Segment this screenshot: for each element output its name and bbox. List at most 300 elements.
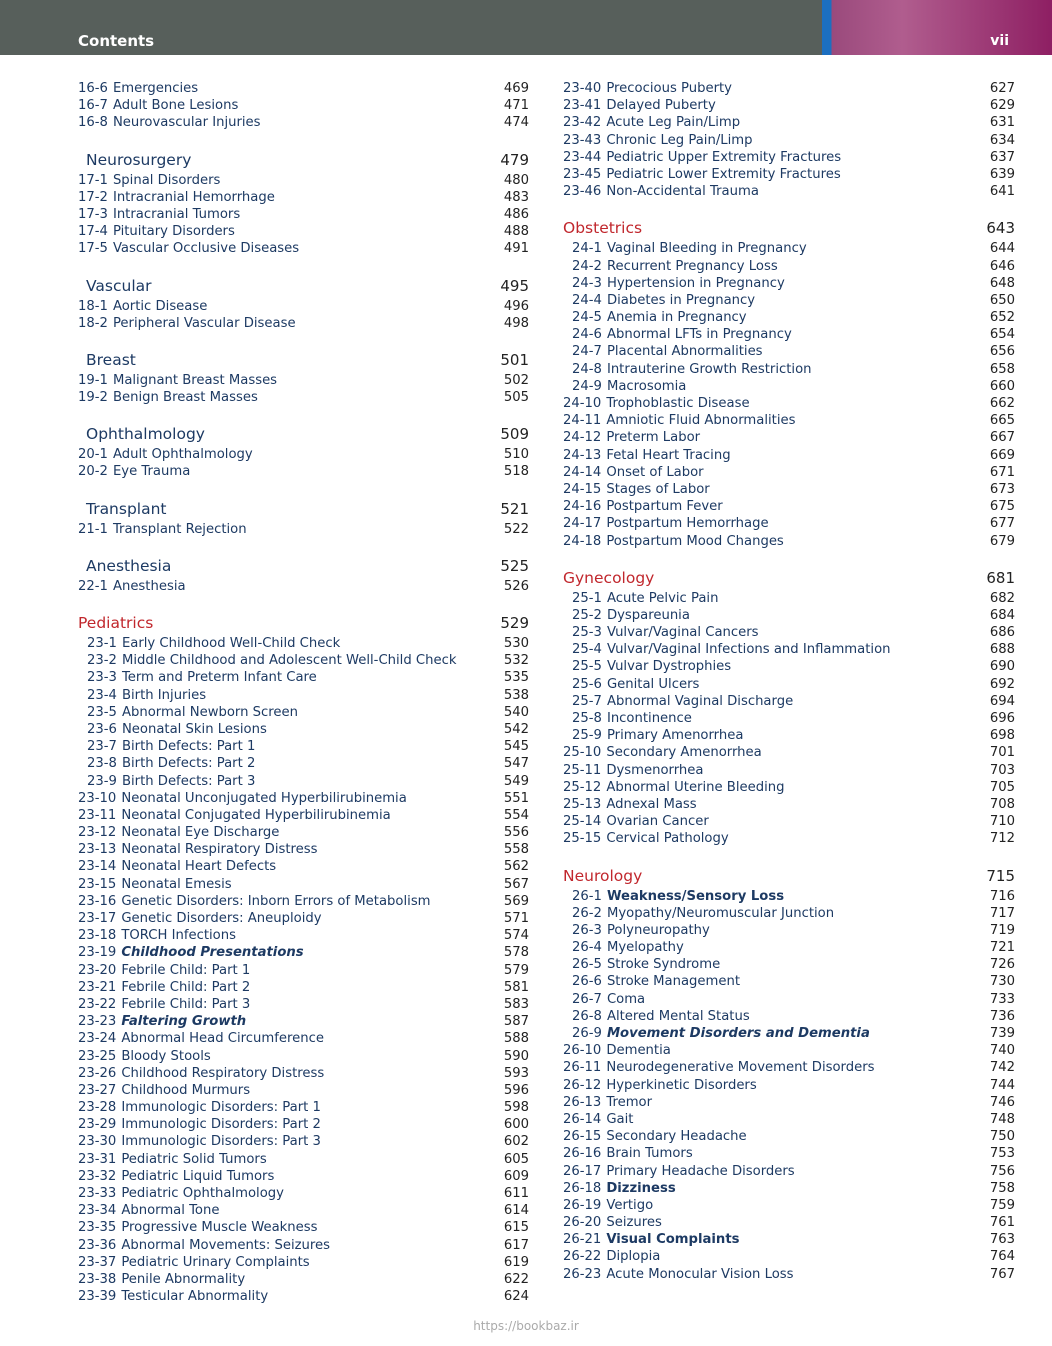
chapter-title: Myopathy/Neuromuscular Junction [606,905,835,921]
toc-entry[interactable] [563,1180,1015,1197]
chapter-number: 16-7 [78,98,108,114]
section-heading[interactable] [563,865,1015,888]
chapter-number: 16-8 [78,115,108,131]
chapter-number: 24-4 [572,292,602,308]
toc-entry[interactable] [563,80,1015,97]
chapter-title: Birth Injuries [121,687,207,703]
chapter-number: 18-2 [78,315,108,331]
chapter-title: Placental Abnormalities [606,344,763,360]
toc-entry[interactable] [78,773,529,790]
toc-entry[interactable] [563,275,1015,292]
toc-entry[interactable] [78,114,529,131]
toc-entry[interactable] [78,1082,529,1099]
toc-entry-label [563,830,729,847]
toc-entry[interactable] [563,447,1015,464]
toc-entry[interactable] [78,463,529,480]
toc-entry-label [563,590,718,607]
toc-entry-label [563,326,792,343]
page-number: 540 [503,704,529,720]
toc-entry[interactable] [78,521,529,538]
chapter-title: Ovarian Cancer [606,814,709,830]
toc-entry[interactable] [78,240,529,257]
chapter-title: Secondary Amenorrhea [606,745,762,761]
chapter-title: Preterm Labor [606,430,701,446]
page-number: 736 [989,1008,1015,1024]
toc-entry[interactable] [78,1048,529,1065]
toc-entry[interactable] [563,361,1015,378]
toc-entry[interactable] [78,1133,529,1150]
toc-entry[interactable] [563,464,1015,481]
toc-entry[interactable] [563,939,1015,956]
header-color-band [822,0,1052,55]
toc-entry-label [563,779,785,796]
chapter-title: Weakness/Sensory Loss [606,888,785,904]
chapter-number: 18-1 [78,298,108,314]
page-number: 648 [989,275,1015,291]
toc-entry[interactable] [563,1042,1015,1059]
section-heading[interactable] [78,423,529,446]
chapter-number: 23-19 [78,945,117,961]
toc-entry[interactable] [563,973,1015,990]
chapter-number: 23-40 [563,81,602,96]
page-number: 629 [989,98,1015,114]
toc-entry[interactable] [563,624,1015,641]
toc-entry[interactable] [563,1163,1015,1180]
toc-entry[interactable] [78,996,529,1013]
chapter-number: 23-18 [78,928,117,944]
toc-entry[interactable] [563,676,1015,693]
toc-entry[interactable] [563,641,1015,658]
chapter-title: Febrile Child: Part 1 [121,962,251,978]
toc-entry[interactable] [78,80,529,97]
chapter-title: Eye Trauma [112,464,191,480]
toc-entry[interactable] [563,240,1015,257]
toc-entry-label [563,275,785,292]
toc-entry[interactable] [563,590,1015,607]
page-number: 761 [989,1215,1015,1231]
toc-entry-label [563,166,841,183]
chapter-title: TORCH Infections [121,928,236,944]
chapter-title: Childhood Respiratory Distress [121,1065,325,1081]
toc-entry-label [78,721,267,738]
toc-entry[interactable] [78,893,529,910]
chapter-title: Neonatal Emesis [121,876,232,892]
chapter-number: 26-7 [572,991,602,1007]
toc-entry[interactable] [78,669,529,686]
toc-entry[interactable] [563,1128,1015,1145]
page-number: 578 [503,945,529,961]
toc-entry-label [563,1180,676,1197]
chapter-title: Pediatric Urinary Complaints [121,1254,310,1270]
toc-entry[interactable] [78,189,529,206]
page-number: 627 [989,81,1015,96]
toc-entry[interactable] [563,412,1015,429]
page-number: 615 [503,1220,529,1236]
toc-entry[interactable] [563,710,1015,727]
section-heading[interactable] [78,349,529,372]
page-number: 549 [503,773,529,789]
toc-entry-label [563,641,891,658]
chapter-title: Vulvar Dystrophies [606,659,732,675]
toc-entry[interactable] [563,693,1015,710]
chapter-number: 23-14 [78,859,117,875]
page-number: 510 [503,447,529,463]
chapter-title: Neonatal Unconjugated Hyperbilirubinemia [121,790,407,806]
toc-entry[interactable] [78,927,529,944]
toc-entry-label [563,905,834,922]
toc-entry[interactable] [78,1254,529,1271]
toc-entry-label [78,876,232,893]
toc-entry[interactable] [78,652,529,669]
section-page-number: 495 [500,276,529,295]
toc-entry[interactable] [563,1214,1015,1231]
toc-section [563,567,1015,848]
toc-entry[interactable] [78,635,529,652]
chapter-title: Dementia [606,1043,671,1059]
chapter-title: Pediatric Ophthalmology [121,1186,284,1201]
chapter-number: 23-10 [78,790,117,806]
section-heading[interactable] [78,612,529,635]
toc-entry[interactable] [78,1030,529,1047]
toc-entry-label [563,132,752,149]
chapter-number: 17-2 [78,189,108,205]
section-heading[interactable] [78,149,529,172]
chapter-number: 23-17 [78,911,117,926]
toc-entry[interactable] [78,1168,529,1185]
toc-entry[interactable] [78,790,529,807]
toc-entry-label [78,578,186,595]
page-number: 684 [989,607,1015,623]
toc-section [78,275,529,332]
toc-entry[interactable] [78,1219,529,1236]
toc-entry[interactable] [563,744,1015,761]
chapter-title: Primary Amenorrhea [606,728,744,744]
section-page-number: 501 [500,350,529,369]
chapter-number: 25-4 [572,642,602,658]
toc-entry[interactable] [78,172,529,189]
toc-entry[interactable] [563,166,1015,183]
toc-entry[interactable] [563,114,1015,131]
toc-entry[interactable] [563,830,1015,847]
toc-entry[interactable] [78,223,529,240]
toc-entry[interactable] [78,858,529,875]
toc-entry[interactable] [563,97,1015,114]
toc-entry[interactable] [563,498,1015,515]
toc-entry[interactable] [78,1237,529,1254]
page-number: 587 [503,1014,529,1030]
toc-entry[interactable] [563,395,1015,412]
toc-entry[interactable] [563,533,1015,550]
toc-entry-label [78,738,255,755]
toc-entry[interactable] [563,607,1015,624]
toc-entry[interactable] [563,727,1015,744]
page-number: 669 [989,447,1015,463]
chapter-title: Onset of Labor [606,464,704,480]
toc-entry[interactable] [563,292,1015,309]
toc-entry[interactable] [563,258,1015,275]
toc-entry-label [78,807,391,824]
toc-entry-label [78,463,190,480]
chapter-number: 26-22 [563,1249,602,1265]
toc-entry-label [563,1059,875,1076]
toc-entry[interactable] [78,721,529,738]
section-heading[interactable] [563,567,1015,590]
page-number: 644 [989,241,1015,257]
toc-entry[interactable] [563,1248,1015,1265]
section-page-number: 529 [500,614,529,632]
toc-entry-label [78,858,276,875]
chapter-number: 23-44 [563,149,602,165]
page-number: 696 [989,711,1015,726]
page-number: 619 [503,1254,529,1270]
chapter-number: 26-19 [563,1197,602,1213]
chapter-number: 21-1 [78,521,108,537]
toc-column-right [563,80,1015,1300]
chapter-number: 23-46 [563,184,602,200]
toc-entry[interactable] [563,149,1015,166]
chapter-title: Hypertension in Pregnancy [606,275,785,291]
toc-entry[interactable] [563,1059,1015,1076]
chapter-number: 25-10 [563,745,602,761]
toc-entry[interactable] [78,910,529,927]
chapter-title: Birth Defects: Part 1 [121,739,256,755]
chapter-title: Dizziness [606,1180,676,1196]
toc-entry[interactable] [563,1197,1015,1214]
chapter-title: Diplopia [606,1249,661,1265]
toc-entry[interactable] [78,1185,529,1202]
toc-entry[interactable] [78,578,529,595]
toc-entry[interactable] [563,1094,1015,1111]
toc-entry[interactable] [563,813,1015,830]
page-number: 622 [503,1271,529,1287]
toc-entry[interactable] [78,738,529,755]
toc-entry[interactable] [78,389,529,406]
toc-entry-label [78,962,250,979]
chapter-title: Polyneuropathy [606,922,710,938]
toc-entry[interactable] [563,326,1015,343]
page-number: 744 [989,1077,1015,1093]
toc-entry[interactable] [563,132,1015,149]
chapter-title: Abnormal Head Circumference [121,1031,324,1047]
chapter-number: 25-9 [572,728,602,744]
toc-entry[interactable] [78,944,529,961]
toc-entry[interactable] [78,1116,529,1133]
section-heading[interactable] [563,217,1015,240]
toc-entry[interactable] [78,979,529,996]
toc-entry-label [78,1013,246,1030]
toc-entry[interactable] [563,905,1015,922]
chapter-title: Bloody Stools [121,1048,211,1064]
chapter-number: 25-8 [572,711,602,726]
toc-entry-label [78,1185,284,1202]
toc-entry[interactable] [78,97,529,114]
toc-entry-label [78,910,322,927]
chapter-number: 23-2 [87,653,117,669]
toc-entry[interactable] [563,956,1015,973]
toc-entry-label [78,773,255,790]
toc-entry[interactable] [563,762,1015,779]
section-page-number: 643 [986,219,1015,238]
chapter-title: Abnormal Movements: Seizures [121,1237,331,1253]
toc-entry[interactable] [563,1231,1015,1248]
toc-entry[interactable] [563,658,1015,675]
chapter-title: Abnormal Uterine Bleeding [606,779,785,795]
toc-entry[interactable] [563,1008,1015,1025]
toc-entry-label [563,464,704,481]
toc-entry[interactable] [563,183,1015,200]
chapter-number: 23-11 [78,807,117,823]
chapter-number: 26-14 [563,1111,602,1127]
chapter-title: Benign Breast Masses [112,390,258,406]
section-title: Vascular [86,276,152,295]
toc-entry[interactable] [563,343,1015,360]
page-number: 730 [989,974,1015,990]
toc-entry-label [78,172,220,189]
page-number: 556 [503,825,529,841]
chapter-title: Birth Defects: Part 2 [121,756,256,772]
chapter-title: Pediatric Solid Tumors [121,1151,267,1167]
toc-entry[interactable] [78,298,529,315]
page-number: 588 [503,1031,529,1047]
toc-entry[interactable] [78,315,529,332]
chapter-number: 26-20 [563,1215,602,1231]
page-number: 554 [503,807,529,823]
section-title: Neurosurgery [86,150,192,169]
chapter-title: Brain Tumors [606,1146,693,1162]
toc-entry[interactable] [78,206,529,223]
toc-entry-label [78,893,431,910]
chapter-number: 26-15 [563,1129,602,1145]
section-page-number: 681 [986,568,1015,587]
chapter-title: Stroke Management [606,974,741,990]
toc-entry[interactable] [563,429,1015,446]
chapter-number: 25-5 [572,659,602,675]
toc-entry[interactable] [78,1013,529,1030]
page-number: 502 [503,372,529,388]
chapter-number: 24-2 [572,258,602,274]
chapter-number: 23-7 [87,739,117,755]
toc-entry-label [78,1048,211,1065]
toc-entry-label [78,1271,245,1288]
section-heading[interactable] [78,498,529,521]
page-number: 721 [989,940,1015,956]
toc-entry[interactable] [563,481,1015,498]
toc-entry[interactable] [563,378,1015,395]
page-number: 545 [503,739,529,755]
toc-entry[interactable] [563,888,1015,905]
chapter-title: Immunologic Disorders: Part 1 [121,1100,321,1116]
chapter-title: Cervical Pathology [606,831,729,847]
toc-entry[interactable] [78,876,529,893]
page-number: 690 [989,659,1015,675]
page-number: 698 [989,728,1015,744]
toc-entry[interactable] [78,1151,529,1168]
toc-entry-label [78,652,456,669]
section-page-number: 525 [500,556,529,575]
toc-entry-label [563,97,716,114]
chapter-title: Faltering Growth [121,1014,247,1030]
toc-entry[interactable] [78,1202,529,1219]
toc-entry[interactable] [563,1025,1015,1042]
page-number: 652 [989,310,1015,326]
chapter-number: 23-22 [78,996,117,1012]
toc-entry[interactable] [563,796,1015,813]
toc-entry[interactable] [78,807,529,824]
page-number: 646 [989,258,1015,274]
toc-entry[interactable] [78,755,529,772]
toc-entry[interactable] [563,1145,1015,1162]
toc-entry[interactable] [563,1266,1015,1283]
section-heading[interactable] [78,555,529,578]
chapter-number: 25-11 [563,762,602,778]
chapter-number: 23-33 [78,1186,117,1201]
section-title: Breast [86,350,136,369]
toc-entry[interactable] [563,779,1015,796]
toc-entry[interactable] [563,991,1015,1008]
page-number: 469 [503,81,529,96]
chapter-title: Primary Headache Disorders [606,1163,795,1179]
toc-entry[interactable] [563,1077,1015,1094]
page-number: 758 [989,1180,1015,1196]
chapter-number: 25-3 [572,625,602,641]
chapter-title: Acute Pelvic Pain [606,590,719,606]
chapter-title: Intrauterine Growth Restriction [606,361,812,377]
chapter-title: Genetic Disorders: Inborn Errors of Metabolism [121,893,431,909]
toc-entry[interactable] [78,841,529,858]
chapter-number: 23-29 [78,1117,117,1133]
toc-section [78,612,529,1305]
toc-entry[interactable] [78,1065,529,1082]
chapter-title: Secondary Headache [606,1129,747,1145]
toc-entry-label [78,315,296,332]
toc-entry[interactable] [78,962,529,979]
chapter-number: 26-16 [563,1146,602,1162]
toc-entry[interactable] [563,515,1015,532]
toc-entry[interactable] [78,1271,529,1288]
chapter-number: 24-12 [563,430,602,446]
toc-entry-label [78,389,258,406]
toc-entry[interactable] [78,704,529,721]
toc-entry[interactable] [78,446,529,463]
toc-entry[interactable] [78,824,529,841]
chapter-title: Febrile Child: Part 3 [121,996,251,1012]
toc-entry[interactable] [563,1111,1015,1128]
toc-entry[interactable] [78,372,529,389]
toc-entry-label [563,149,841,166]
page-number: 600 [503,1117,529,1133]
page-number: 571 [503,911,529,926]
chapter-number: 23-15 [78,876,117,892]
page-number: 535 [503,670,529,686]
chapter-title: Hyperkinetic Disorders [606,1077,757,1093]
toc-entry[interactable] [78,1288,529,1305]
page-number: 675 [989,499,1015,515]
toc-entry[interactable] [563,309,1015,326]
chapter-number: 23-37 [78,1254,117,1270]
chapter-title: Acute Leg Pain/Limp [606,115,741,131]
toc-section [78,498,529,538]
footer-watermark-url: https://bookbaz.ir [473,1319,579,1333]
toc-entry-label [78,372,277,389]
toc-entry[interactable] [78,687,529,704]
toc-entry[interactable] [78,1099,529,1116]
chapter-number: 25-7 [572,693,602,709]
chapter-title: Childhood Presentations [121,945,304,961]
page-number: 682 [989,590,1015,606]
toc-entry[interactable] [563,922,1015,939]
section-heading[interactable] [78,275,529,298]
page-number: 739 [989,1026,1015,1041]
